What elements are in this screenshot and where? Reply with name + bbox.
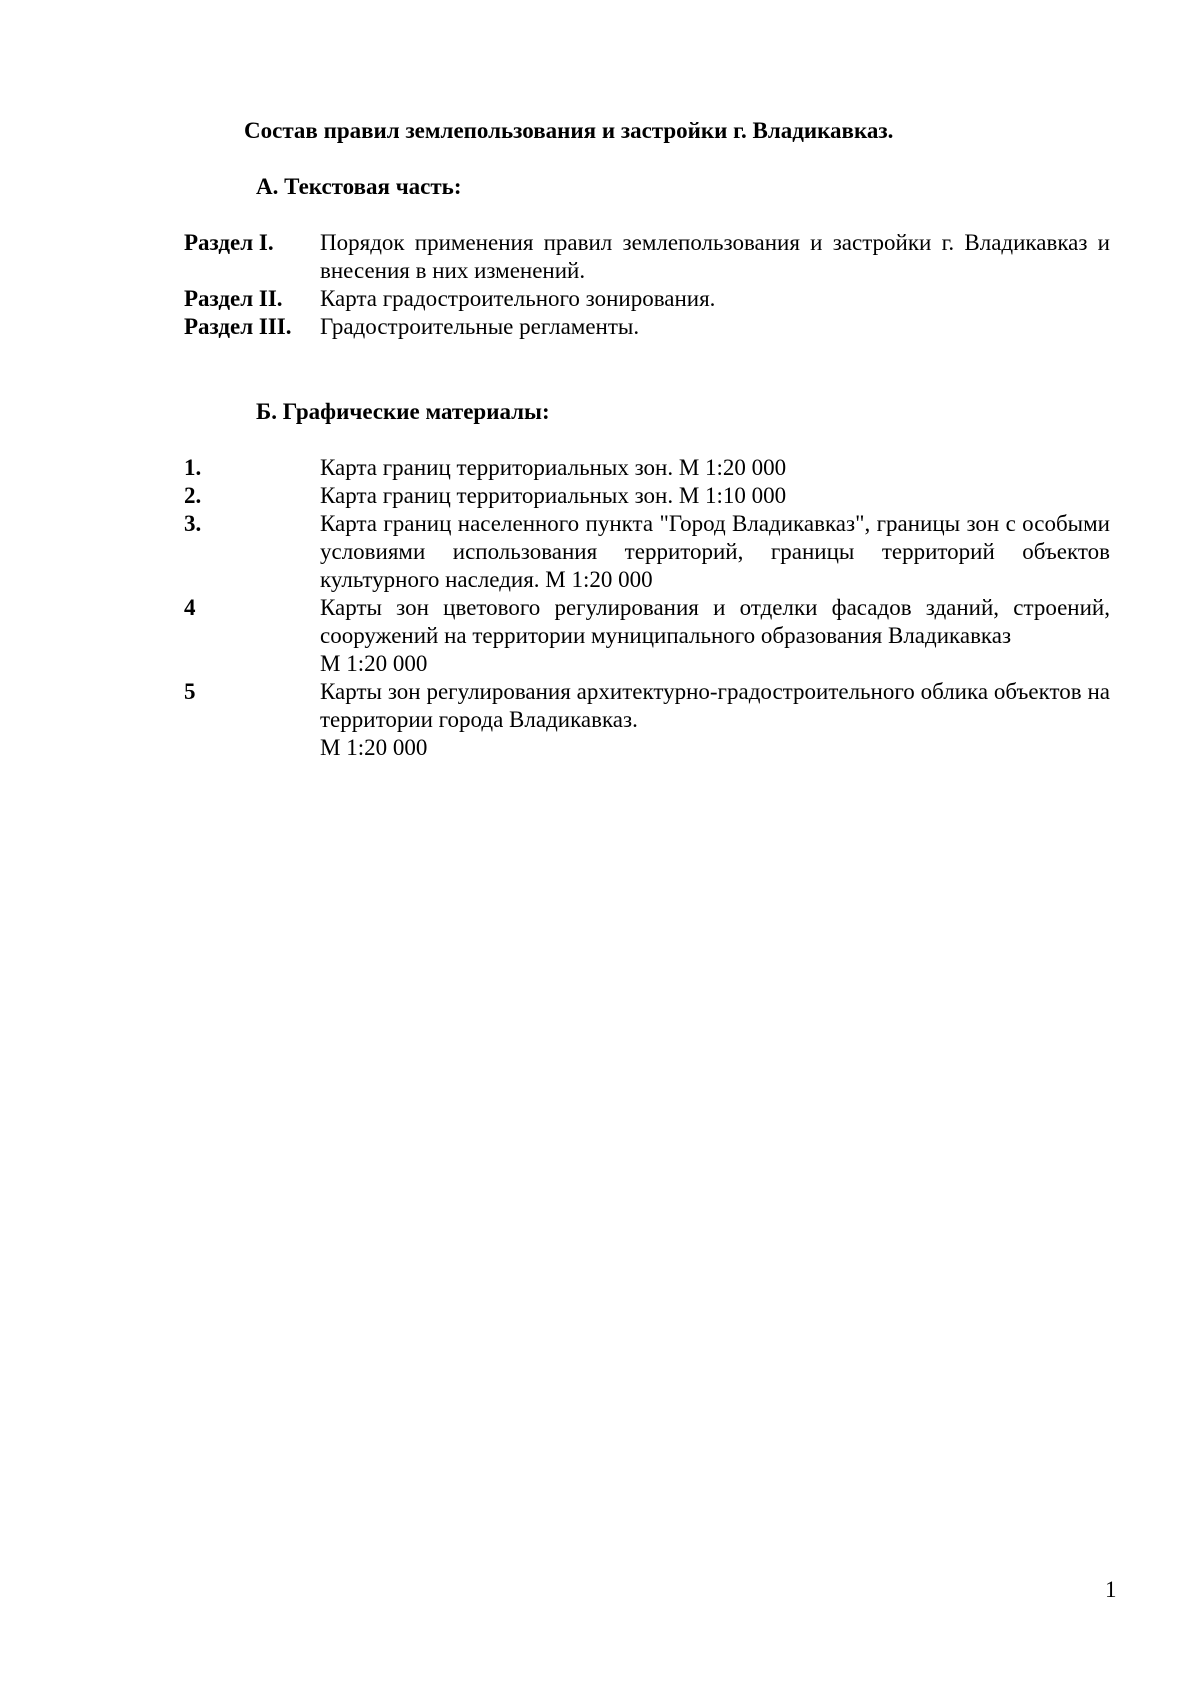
- page-number: 1: [1105, 1577, 1117, 1602]
- section-a-item: [184, 285, 1110, 313]
- section-b-item-text-wrap: [320, 454, 1110, 482]
- section-b-heading: Б. Графические материалы:: [256, 399, 550, 424]
- section-b-item-scale: М 1:20 000: [320, 735, 428, 760]
- document-title: Состав правил землепользования и застройки г. Владикавказ.: [244, 118, 894, 143]
- section-b-item-number: 5: [184, 679, 196, 704]
- section-b-item-text-wrap: [320, 510, 1110, 594]
- section-b-item-text: Карта границ территориальных зон. М 1:10 000: [320, 483, 787, 508]
- section-b-item: [184, 482, 1110, 510]
- section-a-item-label: Раздел I.: [184, 230, 274, 255]
- section-b-item-text-wrap: [320, 482, 1110, 510]
- section-a-heading: А. Текстовая часть:: [256, 174, 462, 199]
- section-b-list: [184, 454, 1110, 762]
- section-b-item-text: Карта границ населенного пункта "Город Владикавказ", границы зон с особыми условиями использования территорий, границы территорий объектов культурного наследия. М 1:20 000: [320, 511, 1110, 592]
- section-b-item-text: Карты зон цветового регулирования и отделки фасадов зданий, строений, сооружений на территории муниципального образования Владикавказ: [320, 595, 1110, 648]
- section-a-list: [184, 229, 1110, 341]
- section-b-item-text: Карты зон регулирования архитектурно-градостроительного облика объектов на территории города Владикавказ.: [320, 679, 1110, 732]
- section-a-item-text: Порядок применения правил землепользования и застройки г. Владикавказ и внесения в них изменений.: [320, 230, 1110, 283]
- section-b-item-text-wrap: [320, 678, 1110, 762]
- section-b-item-number: 1.: [184, 455, 202, 480]
- section-b-item-number: 2.: [184, 483, 202, 508]
- section-b-item: [184, 510, 1110, 594]
- section-a-item-text: Градостроительные регламенты.: [320, 314, 640, 339]
- section-b-item-number: 4: [184, 595, 196, 620]
- section-a-item: [184, 313, 1110, 341]
- section-b-item-text: Карта границ территориальных зон. М 1:20 000: [320, 455, 787, 480]
- section-a-item-text: Карта градостроительного зонирования.: [320, 286, 716, 311]
- section-b-item: [184, 594, 1110, 678]
- section-b-item-scale: М 1:20 000: [320, 651, 428, 676]
- section-b-item: [184, 678, 1110, 762]
- section-b-item-text-wrap: [320, 594, 1110, 678]
- section-a-item-label: Раздел II.: [184, 286, 283, 311]
- section-a-item-label: Раздел III.: [184, 314, 292, 339]
- section-b-item-number: 3.: [184, 511, 202, 536]
- section-a-item: [184, 229, 1110, 285]
- section-b-item: [184, 454, 1110, 482]
